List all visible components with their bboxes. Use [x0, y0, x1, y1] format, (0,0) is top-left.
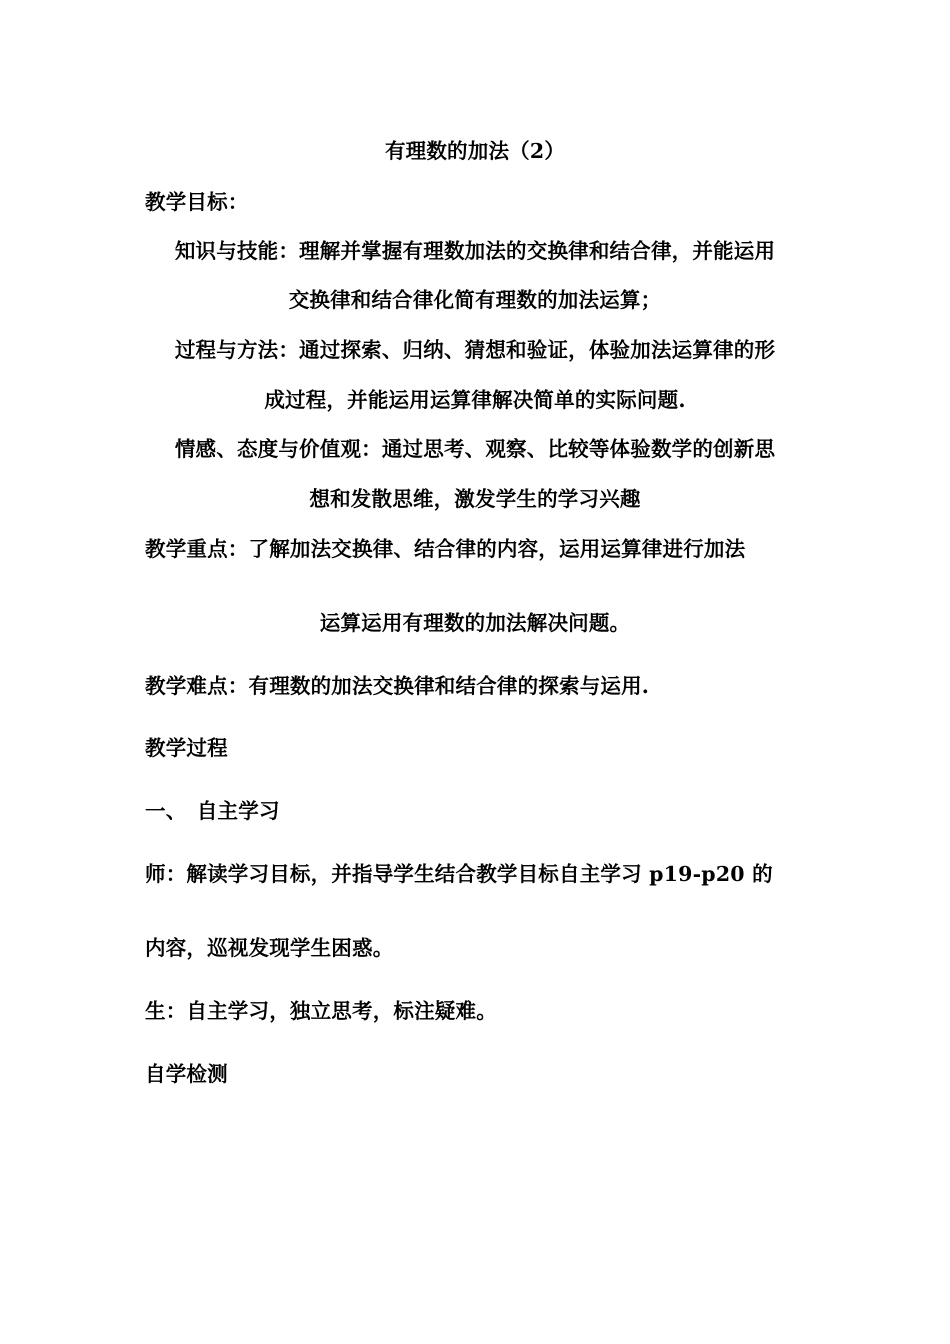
process-objective-line-1: 过程与方法：通过探索、归纳、猜想和验证，体验加法运算律的形 — [174, 338, 776, 362]
knowledge-objective-line-2: 交换律和结合律化简有理数的加法运算； — [288, 288, 662, 312]
teaching-process-heading: 教学过程 — [145, 736, 228, 760]
teaching-difficulty: 教学难点：有理数的加法交换律和结合律的探索与运用. — [145, 674, 650, 698]
student-instruction: 生：自主学习，独立思考，标注疑难。 — [145, 999, 497, 1023]
self-check-heading: 自学检测 — [145, 1062, 228, 1086]
emotion-objective-line-2: 想和发散思维，激发学生的学习兴趣 — [309, 487, 641, 511]
teaching-focus-line-2: 运算运用有理数的加法解决问题。 — [319, 611, 631, 635]
teacher-instruction-line-2: 内容，巡视发现学生困惑。 — [145, 936, 394, 960]
teaching-focus-line-1: 教学重点：了解加法交换律、结合律的内容，运用运算律进行加法 — [145, 537, 746, 561]
document-title: 有理数的加法（2） — [384, 139, 566, 163]
knowledge-objective-line-1: 知识与技能：理解并掌握有理数加法的交换律和结合律，并能运用 — [174, 239, 776, 263]
teacher-instruction-line-1: 师：解读学习目标，并指导学生结合教学目标自主学习 p19-p20 的 — [145, 862, 773, 886]
emotion-objective-line-1: 情感、态度与价值观：通过思考、观察、比较等体验数学的创新思 — [174, 437, 776, 461]
objectives-heading: 教学目标： — [145, 190, 249, 214]
section-1-heading: 一、 自主学习 — [145, 799, 280, 823]
process-objective-line-2: 成过程，并能运用运算律解决简单的实际问题. — [264, 388, 686, 412]
